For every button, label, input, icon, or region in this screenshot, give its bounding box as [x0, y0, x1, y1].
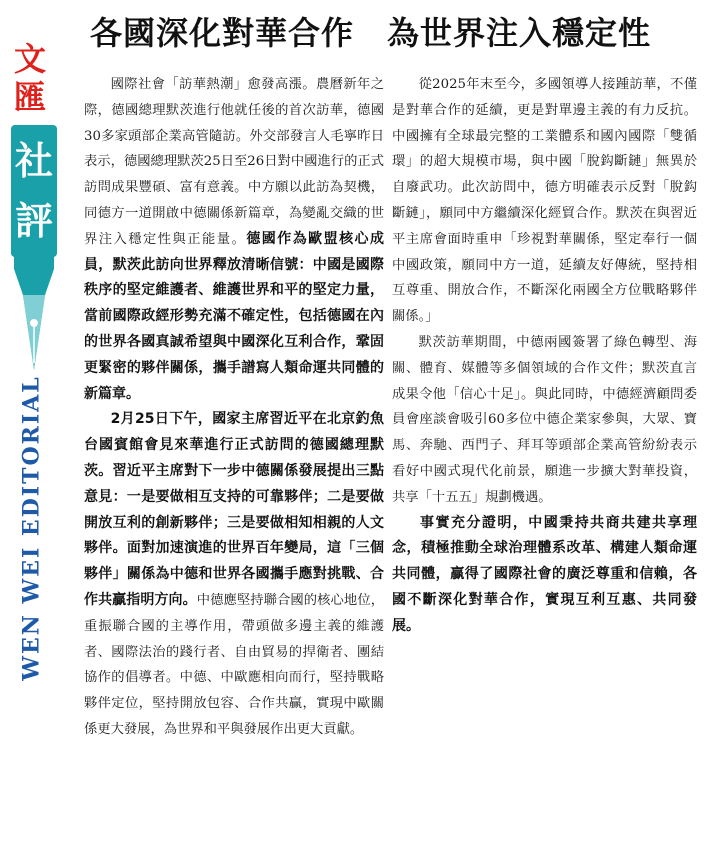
paragraph-2-normal: 中德應堅持聯合國的核心地位，重振聯合國的主導作用，帶頭做多邊主義的維護者、國際法治的踐行者、自由貿易的捍衛者、團結協作的倡導者。中德、中歐應相向而行，堅持戰略夥伴定位，堅持開放包容、合作共贏，實現中歐關係更大發展，為世界和平與發展作出更大貢獻。: [84, 592, 385, 737]
fountain-pen-icon: [10, 255, 58, 370]
brand-char-bottom: 匯: [13, 78, 46, 116]
paragraph-2: [84, 407, 384, 742]
paragraph-5: 事實充分證明，中國秉持共商共建共享理念，積極推動全球治理體系改革、構建人類命運共同體，贏得了國際社會的廣泛尊重和信賴，各國不斷深化對華合作，實現互利互惠、共同發展。: [392, 514, 697, 634]
column-left: [84, 72, 384, 743]
english-label-text: WEN WEI EDITORIAL: [19, 375, 45, 681]
paragraph-1-bold: 德國作為歐盟核心成員，默茨此訪向世界釋放清晰信號：中國是國際秩序的堅定維護者、維護世界和平的堅定力量，當前國際政經形勢充滿不確定性，包括德國在內的世界各國真誠希望與中國深化互利合作，鞏固更緊密的夥伴關係，攜手譜寫人類命運共同體的新篇章。: [84, 230, 385, 402]
section-badge: [11, 125, 57, 257]
brand-logo: [12, 40, 48, 116]
paragraph-1-normal: 國際社會「訪華熱潮」愈發高漲。農曆新年之際，德國總理默茨進行他就任後的首次訪華，德國30多家頭部企業高管隨訪。外交部發言人毛寧昨日表示，德國總理默茨25日至26日對中國進行的正式訪問成果豐碩、富有意義。中方願以此訪為契機，同德方一道開啟中德關係新篇章，為變亂交織的世界注入穩定性與正能量。: [84, 77, 384, 247]
paragraph-1: [84, 72, 384, 407]
section-char-top: 社: [14, 139, 53, 183]
brand-char-top: 文: [13, 40, 46, 78]
english-label: [2, 375, 62, 681]
paragraph-3: 從2025年末至今，多國領導人接踵訪華，不僅是對華合作的延續，更是對單邊主義的有力反抗。中國擁有全球最完整的工業體系和國內國際「雙循環」的超大規模市場，與中國「脫鈎斷鏈」無異於自廢武功。此次訪問中，德方明確表示反對「脫鈎斷鏈」，願同中方繼續深化經貿合作。默茨在與習近平主席會面時重申「珍視對華關係，堅定奉行一個中國政策，願同中方一道，延續友好傳統，堅持相互尊重、開放合作，不斷深化兩國全方位戰略夥伴關係。」: [392, 77, 697, 325]
paragraph-2-bold: 2月25日下午，國家主席習近平在北京釣魚台國賓館會見來華進行正式訪問的德國總理默茨。習近平主席對下一步中德關係發展提出三點意見：一是要做相互支持的可靠夥伴；二是要做開放互利的創新夥伴；三是要做相知相親的人文夥伴。面對加速演進的世界百年變局，這「三個夥伴」關係為中德和世界各國攜手應對挑戰、合作共贏指明方向。: [84, 411, 384, 608]
section-char-bottom: 評: [14, 199, 53, 243]
headline: 各國深化對華合作 為世界注入穩定性: [90, 14, 652, 52]
column-right: [392, 72, 697, 640]
paragraph-4: 默茨訪華期間，中德兩國簽署了綠色轉型、海關、體育、媒體等多個領域的合作文件；默茨直言成果令他「信心十足」。與此同時，中德經濟顧問委員會座談會吸引60多位中德企業家參與，大眾、寶馬、奔馳、西門子、拜耳等頭部企業高管紛紛表示看好中國式現代化前景，願進一步擴大對華投資，共享「十五五」規劃機遇。: [392, 334, 697, 505]
